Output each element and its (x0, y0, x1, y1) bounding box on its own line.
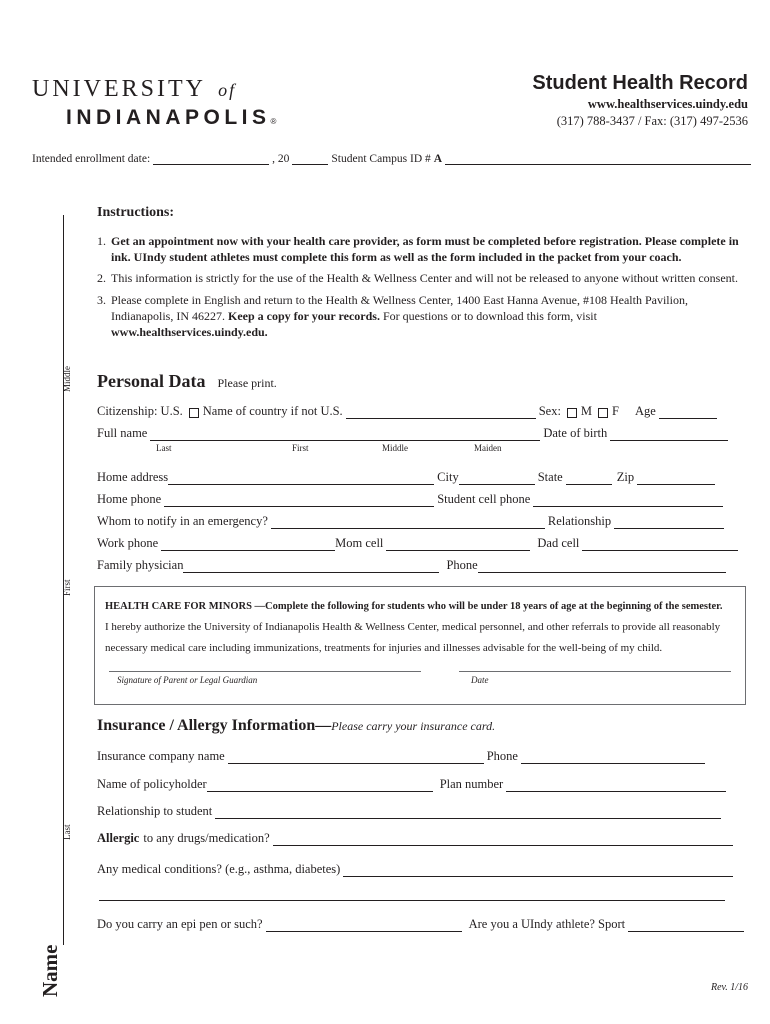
campus-id-label: Student Campus ID # (331, 153, 431, 165)
insurance-company-field[interactable] (228, 751, 484, 764)
insurance-company-label: Insurance company name (97, 749, 225, 763)
zip-label: Zip (616, 470, 635, 484)
insurance-heading-row (97, 717, 495, 735)
minors-box (94, 586, 746, 705)
minors-date-field[interactable] (459, 671, 731, 672)
minors-heading: HEALTH CARE FOR MINORS —Complete the following for students who will be under 18 years of age at the beginning of the semester. (105, 601, 723, 612)
guardian-signature-label: Signature of Parent or Legal Guardian (117, 675, 258, 685)
address-row (97, 470, 718, 485)
home-phone-field[interactable] (164, 494, 434, 507)
enrollment-year-field[interactable] (292, 152, 328, 165)
enrollment-date-label: Intended enrollment date: (32, 153, 151, 165)
instruction-3-link[interactable]: www.healthservices.uindy.edu. (111, 325, 268, 339)
logo-indianapolis: INDIANAPOLIS (66, 106, 271, 129)
instruction-3-keep-copy: Keep a copy for your records. (227, 309, 380, 323)
instruction-1 (97, 233, 745, 265)
campus-id-prefix: A (433, 153, 443, 165)
sub-maiden: Maiden (474, 443, 502, 453)
emergency-field[interactable] (271, 516, 545, 529)
relationship-field[interactable] (614, 516, 724, 529)
insurance-phone-label: Phone (486, 749, 518, 763)
minors-line1: I hereby authorize the University of Indianapolis Health & Wellness Center, medical personnel, and other referrals to provide all reasonably (105, 621, 721, 633)
full-name-row (97, 426, 731, 441)
relationship-student-field[interactable] (215, 806, 721, 819)
relationship-student-row (97, 804, 724, 819)
home-phone-row (97, 492, 726, 507)
sex-label: Sex: (538, 404, 561, 418)
conditions-extra-line[interactable] (99, 900, 725, 901)
university-logo (32, 76, 276, 134)
work-phone-field[interactable] (161, 538, 335, 551)
country-field[interactable] (346, 406, 536, 419)
dad-cell-label: Dad cell (537, 536, 580, 550)
instruction-1-num: 1. (97, 234, 106, 248)
personal-note: Please print. (217, 376, 277, 390)
website: www.healthservices.uindy.edu (587, 97, 748, 111)
state-field[interactable] (566, 472, 612, 485)
minors-line2: necessary medical care including immunizations, treatments for injuries and illnesses advisable for the well-being of my child. (105, 642, 663, 654)
allergic-label: to any drugs/medication? (143, 831, 270, 845)
side-middle: Middle (62, 366, 72, 392)
home-phone-label: Home phone (97, 492, 162, 506)
epi-label: Do you carry an epi pen or such? (97, 917, 263, 931)
physician-phone-label: Phone (446, 558, 478, 572)
conditions-field[interactable] (343, 864, 733, 877)
mom-cell-field[interactable] (386, 538, 530, 551)
instruction-3 (97, 292, 717, 340)
instructions-heading: Instructions: (97, 205, 175, 220)
city-field[interactable] (459, 472, 535, 485)
insurance-note: Please carry your insurance card. (331, 719, 496, 733)
policyholder-label: Name of policyholder (97, 777, 207, 791)
logo-university: UNIVERSITY (32, 76, 206, 102)
dad-cell-field[interactable] (582, 538, 738, 551)
page-title: Student Health Record (532, 72, 748, 94)
state-label: State (537, 470, 563, 484)
work-phone-row (97, 536, 741, 551)
instruction-2 (97, 270, 745, 286)
emergency-label: Whom to notify in an emergency? (97, 514, 268, 528)
logo-of: of (218, 80, 237, 100)
side-first: First (62, 579, 72, 596)
side-name-label: Name (38, 944, 62, 997)
country-label: Name of country if not U.S. (202, 404, 343, 418)
zip-field[interactable] (637, 472, 715, 485)
age-label: Age (635, 404, 656, 418)
side-last: Last (62, 824, 72, 840)
physician-field[interactable] (183, 560, 439, 573)
athlete-label: Are you a UIndy athlete? Sport (468, 917, 626, 931)
emergency-row (97, 514, 727, 529)
full-name-field[interactable] (150, 428, 540, 441)
insurance-phone-field[interactable] (521, 751, 705, 764)
female-label: F (612, 404, 619, 418)
citizenship-label: Citizenship: U.S. (97, 404, 183, 418)
cell-field[interactable] (533, 494, 723, 507)
minors-date-label: Date (471, 675, 489, 685)
physician-phone-field[interactable] (478, 560, 726, 573)
cell-label: Student cell phone (437, 492, 531, 506)
plan-number-label: Plan number (439, 777, 504, 791)
allergic-row (97, 831, 736, 846)
citizenship-row (97, 404, 720, 419)
male-label: M (580, 404, 593, 418)
mom-cell-label: Mom cell (335, 536, 384, 550)
sub-first: First (292, 443, 309, 453)
epi-field[interactable] (266, 919, 462, 932)
policyholder-field[interactable] (207, 779, 433, 792)
policyholder-row (97, 777, 729, 792)
sport-field[interactable] (628, 919, 744, 932)
home-address-field[interactable] (168, 472, 434, 485)
year-prefix: , 20 (272, 153, 290, 165)
epi-row (97, 917, 747, 932)
conditions-row (97, 862, 736, 877)
full-name-label: Full name (97, 426, 148, 440)
home-address-label: Home address (97, 470, 169, 484)
dob-field[interactable] (610, 428, 728, 441)
allergic-label-bold: Allergic (97, 831, 140, 845)
age-field[interactable] (659, 406, 717, 419)
physician-label: Family physician (97, 558, 184, 572)
enrollment-date-field[interactable] (153, 152, 269, 165)
work-phone-label: Work phone (97, 536, 159, 550)
revision: Rev. 1/16 (710, 982, 748, 993)
physician-row (97, 558, 729, 573)
sub-last: Last (156, 443, 172, 453)
enrollment-row (32, 152, 754, 165)
instruction-3-text-a: Please complete in English and return to the Health & Wellness Center, 1400 East Hanna Avenue, #108 Health Pavilion, Indianapolis, IN 46227. (111, 293, 688, 323)
sub-middle: Middle (382, 443, 408, 453)
guardian-signature-field[interactable] (109, 671, 421, 672)
instruction-2-num: 2. (97, 271, 106, 285)
instruction-1-text: Get an appointment now with your health care provider, as form must be completed before registration. Please complete in ink. UIndy student athletes must complete this form as well as the form included in the packet from your coach. (111, 234, 739, 264)
insurance-heading: Insurance / Allergy Information— (97, 717, 332, 734)
insurance-company-row (97, 749, 708, 764)
allergic-field[interactable] (273, 833, 733, 846)
instruction-2-text: This information is strictly for the use of the Health & Wellness Center and will not be released to anyone without written consent. (111, 271, 738, 285)
plan-number-field[interactable] (506, 779, 726, 792)
phone-fax: (317) 788-3437 / Fax: (317) 497-2536 (556, 114, 748, 128)
relationship-student-label: Relationship to student (97, 804, 213, 818)
city-label: City (437, 470, 459, 484)
registered-mark: ® (270, 117, 277, 126)
instruction-3-num: 3. (97, 293, 106, 307)
personal-heading: Personal Data (97, 371, 206, 391)
conditions-label: Any medical conditions? (e.g., asthma, diabetes) (97, 862, 341, 876)
relationship-label: Relationship (547, 514, 612, 528)
instruction-3-text-b: For questions or to download this form, visit (382, 309, 597, 323)
male-checkbox[interactable] (567, 408, 577, 418)
campus-id-field[interactable] (445, 152, 751, 165)
dob-label: Date of birth (543, 426, 608, 440)
personal-heading-row (97, 371, 277, 392)
us-checkbox[interactable] (189, 408, 199, 418)
female-checkbox[interactable] (598, 408, 608, 418)
